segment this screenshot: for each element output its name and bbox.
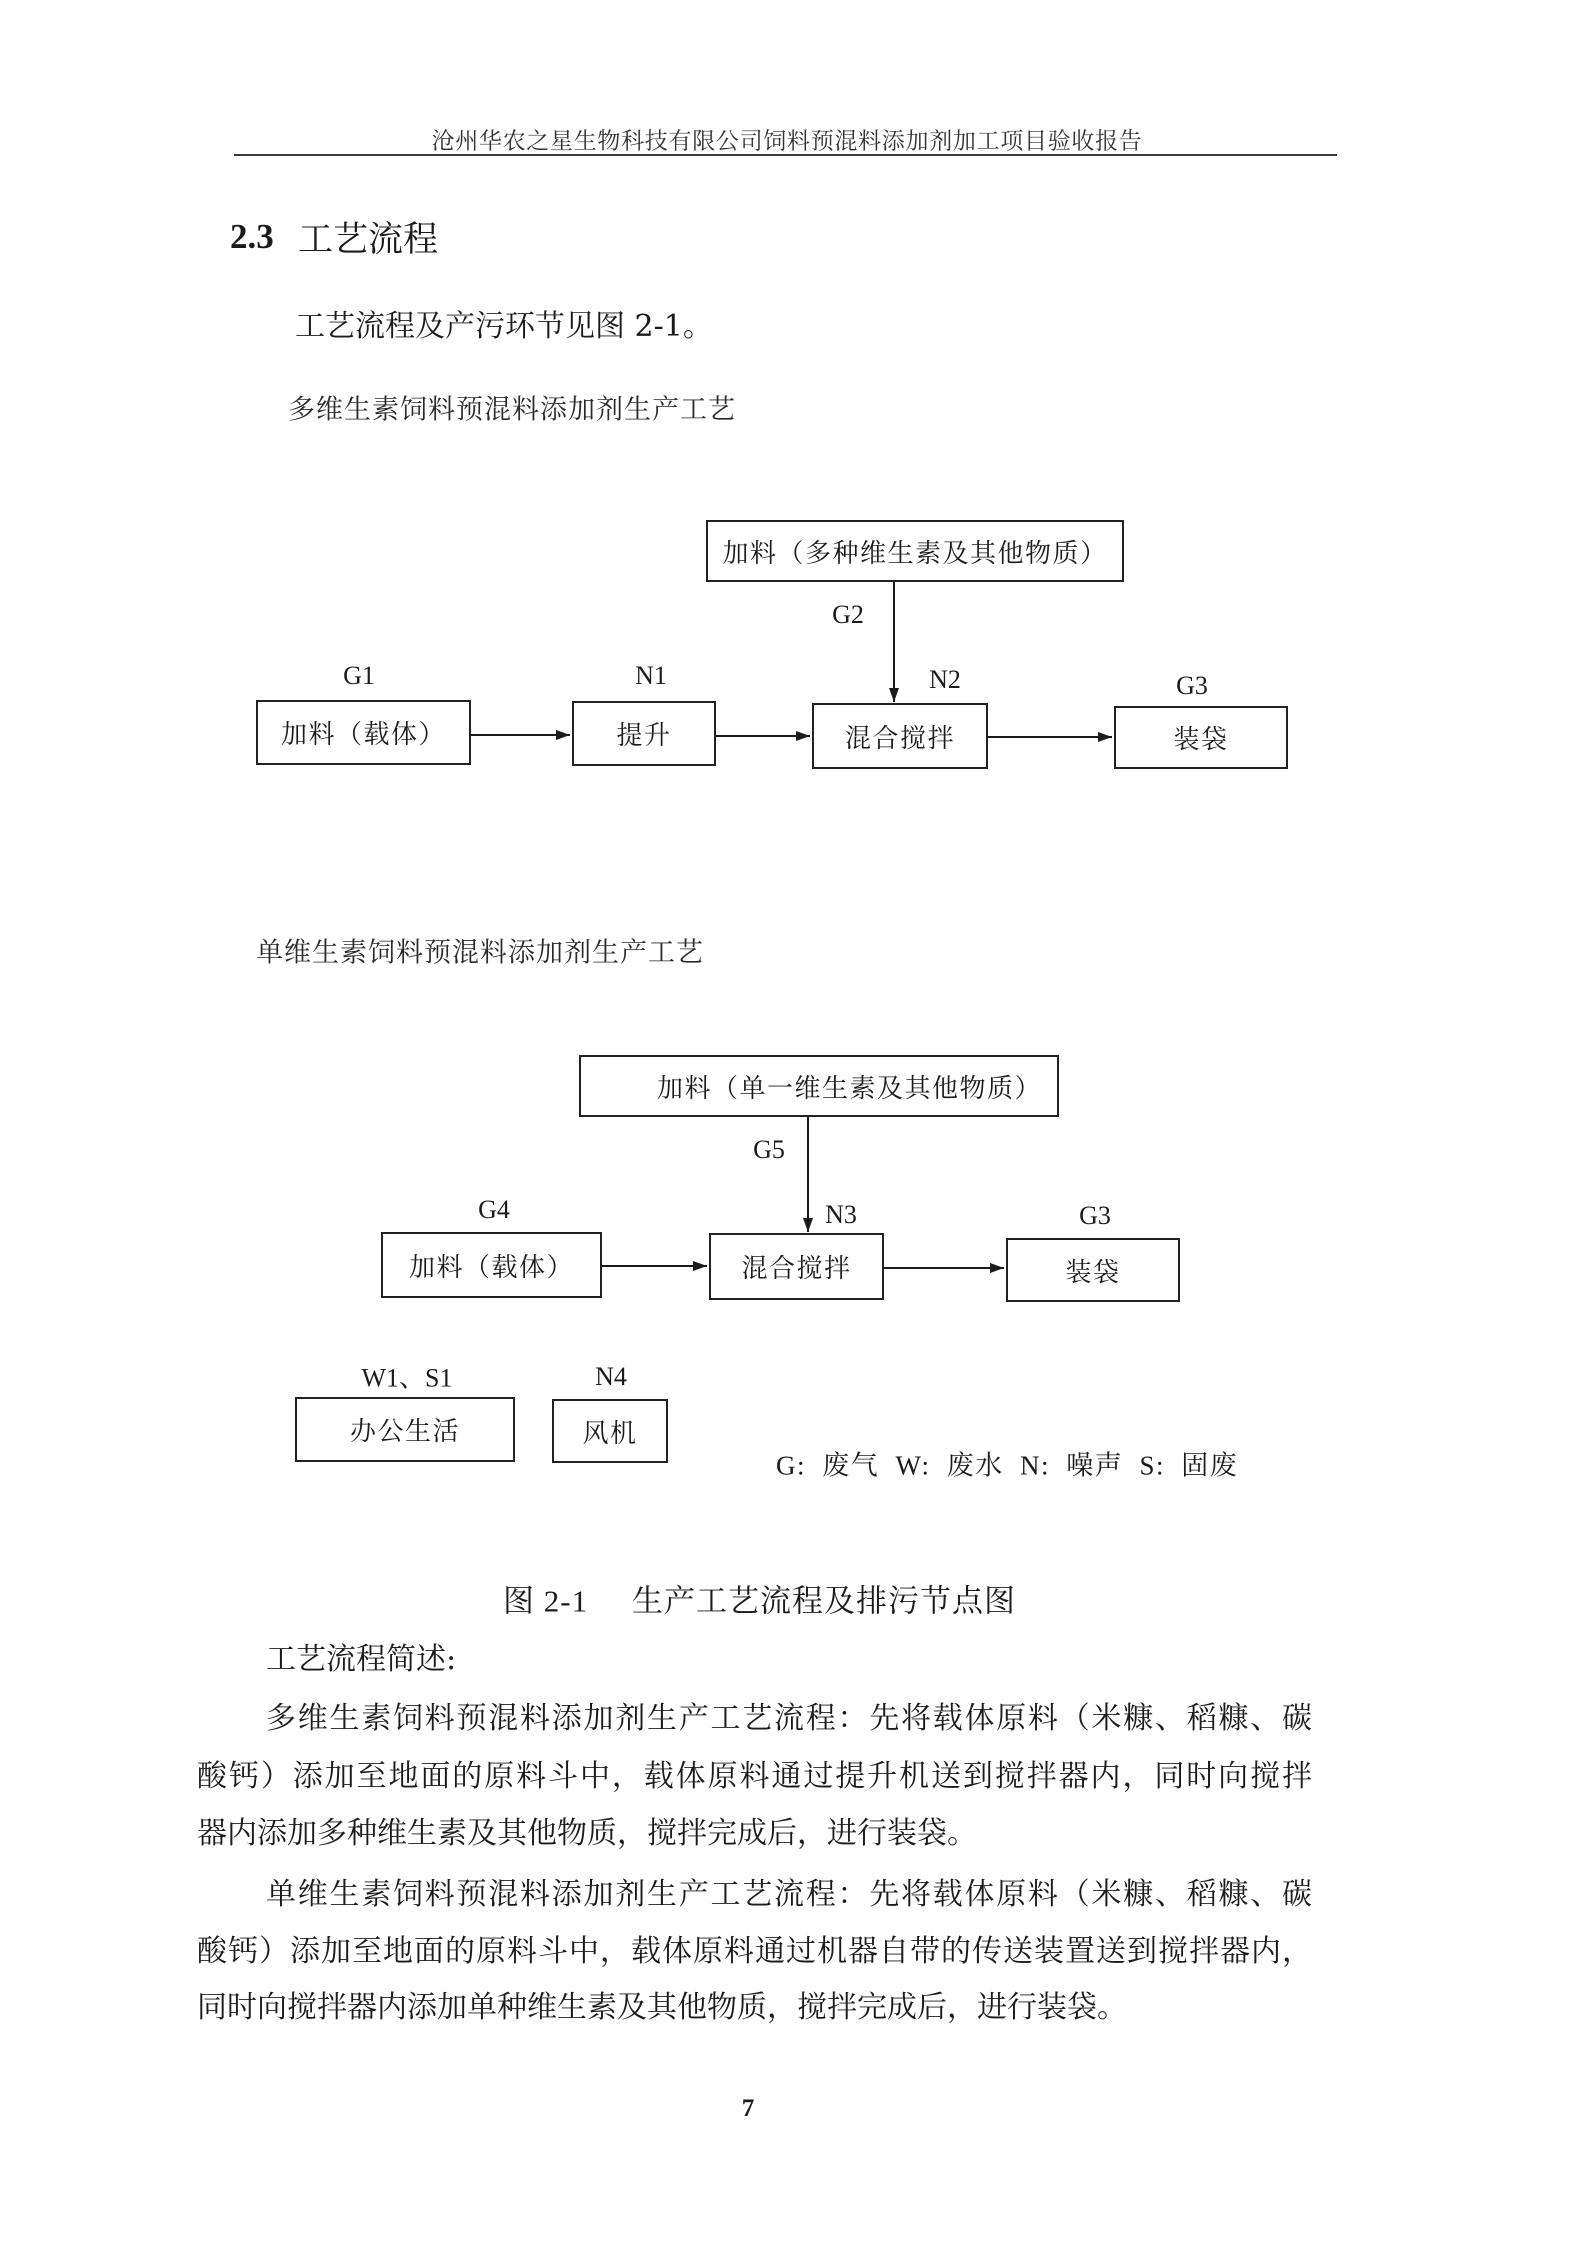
paragraph-line: 多维生素饲料预混料添加剂生产工艺流程：先将载体原料（米糠、稻糠、碳: [266, 1701, 1312, 1736]
running-header: 沧州华农之星生物科技有限公司饲料预混料添加剂加工项目验收报告: [431, 128, 1143, 155]
emission-label-w1-s1: W1、S1: [361, 1363, 453, 1393]
page-number: 7: [741, 2095, 755, 2122]
diagram-legend: G: 废气 W: 废水 N: 噪声 S: 固废: [776, 1450, 1239, 1481]
process-box-label: 加料（载体）: [280, 720, 446, 750]
process-box-label: 加料（载体）: [408, 1252, 574, 1283]
summary-heading: 工艺流程简述:: [266, 1642, 457, 1677]
emission-label-n3: N3: [825, 1200, 857, 1229]
emission-label-n4: N4: [595, 1362, 627, 1391]
paragraph-line: 酸钙）添加至地面的原料斗中，载体原料通过提升机送到搅拌器内，同时向搅拌: [197, 1759, 1312, 1794]
process-box-label: 提升: [616, 721, 672, 751]
aux-box-label: 办公生活: [349, 1417, 460, 1447]
emission-label-g2: G2: [832, 600, 864, 629]
diagram-multi-title: 多维生素饲料预混料添加剂生产工艺: [288, 394, 736, 426]
emission-label-n2: N2: [929, 665, 961, 694]
diagram-single-title: 单维生素饲料预混料添加剂生产工艺: [256, 937, 704, 969]
process-box-label: 混合搅拌: [741, 1254, 852, 1284]
feed-box-label: 加料（单一维生素及其他物质）: [657, 1073, 1043, 1104]
emission-label-g4: G4: [478, 1195, 510, 1224]
figure-caption-title: 生产工艺流程及排污节点图: [632, 1583, 1016, 1620]
section-number: 2.3: [230, 217, 274, 256]
emission-label-g3: G3: [1079, 1201, 1111, 1230]
paragraph-line: 单维生素饲料预混料添加剂生产工艺流程：先将载体原料（米糠、稻糠、碳: [266, 1877, 1312, 1912]
process-box-label: 混合搅拌: [844, 723, 955, 754]
section-title: 工艺流程: [298, 220, 439, 260]
feed-box-label: 加料（多种维生素及其他物质）: [722, 538, 1108, 569]
emission-label-g1: G1: [343, 661, 375, 690]
paragraph-line: 同时向搅拌器内添加单种维生素及其他物质，搅拌完成后，进行装袋。: [197, 1990, 1127, 2025]
paragraph-line: 酸钙）添加至地面的原料斗中，载体原料通过机器自带的传送装置送到搅拌器内，: [197, 1934, 1312, 1969]
process-box-label: 装袋: [1065, 1257, 1121, 1288]
paragraph-line: 器内添加多种维生素及其他物质，搅拌完成后，进行装袋。: [197, 1816, 977, 1851]
process-box-label: 装袋: [1173, 725, 1229, 755]
intro-text: 工艺流程及产污环节见图 2-1。: [295, 309, 713, 344]
figure-caption-number: 图 2-1: [503, 1583, 589, 1619]
emission-label-g5: G5: [753, 1135, 785, 1164]
aux-box-label: 风机: [582, 1418, 638, 1449]
emission-label-g3: G3: [1176, 671, 1208, 700]
emission-label-n1: N1: [635, 661, 667, 690]
